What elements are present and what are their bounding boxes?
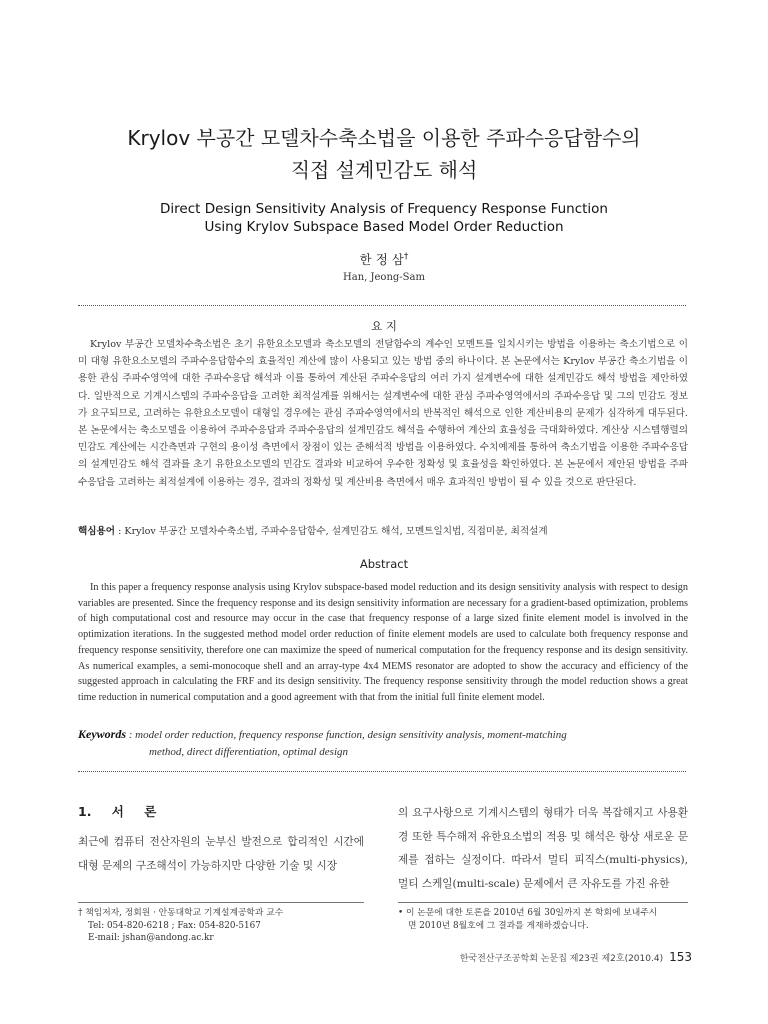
keywords-english-label: Keywords bbox=[78, 727, 126, 741]
page-footer bbox=[460, 950, 692, 964]
abstract-english-body: In this paper a frequency response analysis using Krylov subspace-based model reduction and its design sensitivity analysis with respect to design variables are presented. Since the frequency response and its design sensitivity information are necessary for a gradient-based optimization, problems of high computational cost and resource may occur in the case that frequency response of a large sized finite element model is involved in the optimization iterations. In the suggested method model order reduction of finite element models are used to calculate both frequency response and frequency response sensitivity, therefore one can maximize the speed of numerical computation for the frequency response and its design sensitivity. As numerical examples, a semi-monocoque shell and an array-type 4x4 MEMS resonator are adopted to show the accuracy and efficiency of the suggested approach in calculating the FRF and its design sensitivity. The frequency response sensitivity through the model reduction shows a great time reduction in numerical computation and a good agreement with that from the initial full finite element model. bbox=[78, 582, 688, 703]
keywords-korean bbox=[78, 523, 688, 537]
footnote-author-line-3: E-mail: jshan@andong.ac.kr bbox=[88, 933, 214, 943]
keywords-english-line-1: : model order reduction, frequency response function, design sensitivity analysis, moment-matching bbox=[126, 729, 567, 741]
title-korean-line-2: 직접 설계민감도 해석 bbox=[290, 158, 478, 182]
footnote-discussion bbox=[398, 907, 688, 932]
author-mark: † bbox=[403, 251, 409, 262]
section-heading-introduction: 1. 서 론 bbox=[78, 804, 157, 819]
abstract-korean-body: Krylov 부공간 모델차수축소법은 초기 유한요소모델과 축소모델의 전달함수의 계수인 모멘트를 일치시키는 방법을 이용하는 축소기법으로 이미 대형 유한요소모델의 주파수응답함수의 효율적인 계산에 많이 사용되고 있는 방법 중의 하나이다. 본 논문에서는 Krylov 부공간 축소기법을 이용한 관심 주파수영역에 대한 주파수응답 해석과 이를 통하여 계산된 주파수응답의 여러 가지 설계변수에 대한 설계민감도 해석 방법을 제안하였다. 일반적으로 기계시스템의 주파수응답을 고려한 최적설계를 위해서는 설계변수에 대한 관심 주파수영역에서의 주파수응답 및 그의 민감도 정보가 요구되므로, 고려하는 유한요소모델이 대형일 경우에는 관심 주파수영역에서의 반복적인 해석으로 인한 계산비용의 문제가 심각하게 대두된다. 본 논문에서는 축소모델을 이용하여 주파수응답과 주파수응답의 설계민감도 해석을 수행하여 계산의 효율성을 극대화하였다. 계산상 시스템행렬의 민감도 계산에는 시간측면과 구현의 용이성 측면에서 장점이 있는 준해석적 방법을 이용하였다. 수치예제를 통하여 축소기법을 이용한 주파수응답의 설계민감도 해석 결과를 초기 유한요소모델의 민감도 결과와 비교하여 우수한 정확성 및 효율성을 확인하였다. 본 논문에서 제안된 방법을 주파수응답을 고려하는 최적설계에 이용하는 경우, 결과의 정확성 및 계산비용 측면에서 매우 효과적인 방법이 될 수 있을 것으로 판단된다. bbox=[78, 339, 688, 488]
divider-top bbox=[78, 305, 686, 306]
footnote-discussion-line-1: • 이 논문에 대한 토론을 2010년 6월 30일까지 본 학회에 보내주시 bbox=[398, 908, 658, 918]
footnote-author-line-1: † 책임저자, 정회원 · 안동대학교 기계설계공학과 교수 bbox=[78, 908, 284, 918]
footnote-rule-right bbox=[398, 902, 688, 903]
abstract-english-heading: Abstract bbox=[359, 557, 409, 571]
footnote-author bbox=[78, 907, 368, 945]
keywords-korean-text: : Krylov 부공간 모델차수축소법, 주파수응답함수, 설계민감도 해석, 모멘트일치법, 직접미분, 최적설계 bbox=[115, 526, 548, 537]
keywords-english-line-2: method, direct differentiation, optimal design bbox=[149, 746, 348, 758]
title-korean-line-1: Krylov 부공간 모델차수축소법을 이용한 주파수응답함수의 bbox=[127, 126, 641, 150]
author-korean bbox=[0, 250, 768, 268]
footnote-rule-left bbox=[78, 902, 364, 903]
footnote-discussion-line-2: 면 2010년 8월호에 그 결과를 게재하겠습니다. bbox=[408, 920, 589, 931]
page-number: 153 bbox=[669, 950, 692, 964]
title-english-line-1: Direct Design Sensitivity Analysis of Frequency Response Function bbox=[160, 201, 608, 217]
journal-citation: 한국전산구조공학회 논문집 제23권 제2호(2010.4) bbox=[459, 954, 664, 964]
author-english: Han, Jeong-Sam bbox=[343, 272, 425, 283]
keywords-english bbox=[78, 726, 688, 761]
abstract-korean-heading: 요 지 bbox=[371, 319, 397, 333]
intro-left-column-text: 최근에 컴퓨터 전산자원의 눈부신 발전으로 합리적인 시간에 대형 문제의 구조해석이 가능하지만 다양한 기술 및 시장 bbox=[78, 836, 364, 872]
divider-bottom bbox=[78, 771, 686, 772]
author-name-korean: 한 정 삼 bbox=[359, 252, 404, 267]
keywords-korean-label: 핵심용어 bbox=[78, 526, 116, 537]
title-english-line-2: Using Krylov Subspace Based Model Order Reduction bbox=[204, 219, 564, 235]
intro-right-column-text: 의 요구사항으로 기계시스템의 형태가 더욱 복잡해지고 사용환경 또한 특수해져 유한요소법의 적용 및 해석은 항상 새로운 문제를 접하는 실정이다. 따라서 멀티 피직스(multi-physics), 멀티 스케일(multi-scale) 문제에서 큰 자유도를 가진 유한 bbox=[398, 807, 688, 890]
footnote-author-line-2: Tel: 054-820-6218 ; Fax: 054-820-5167 bbox=[88, 920, 261, 931]
